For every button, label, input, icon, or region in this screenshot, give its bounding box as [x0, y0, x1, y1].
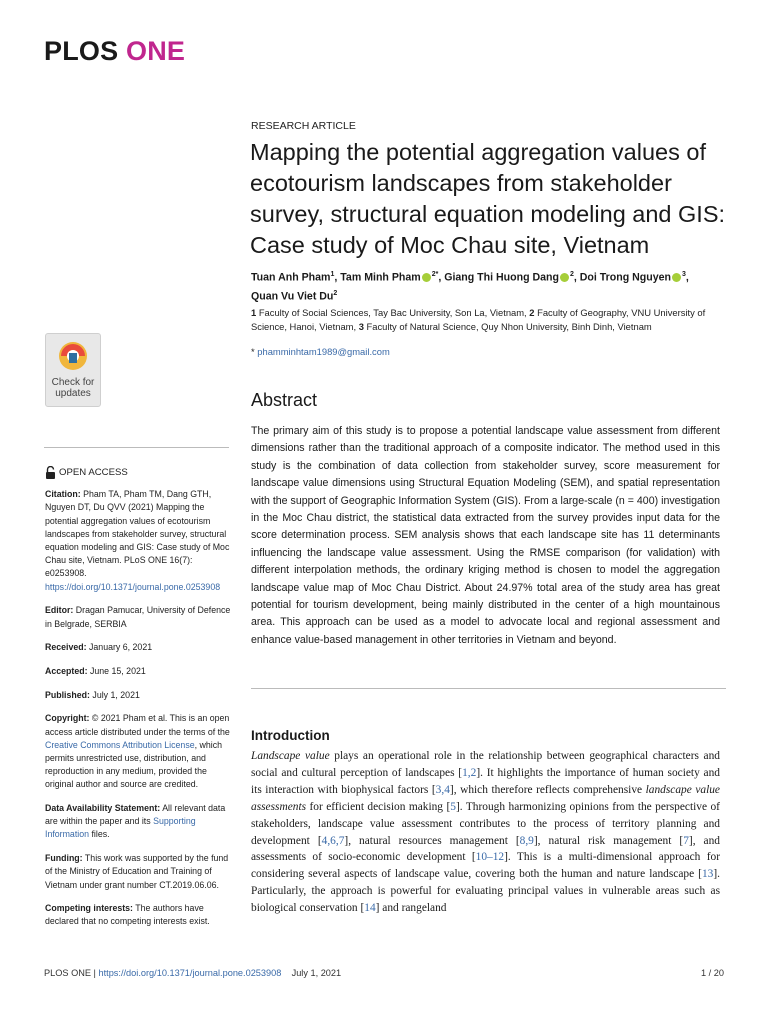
author-name: Giang Thi Huong Dang	[444, 271, 559, 284]
accepted-date: Accepted: June 15, 2021	[45, 665, 146, 676]
author-affil: 2	[333, 289, 338, 297]
author-affil: 2*	[431, 271, 439, 278]
logo-one: ONE	[126, 36, 186, 66]
reference-link[interactable]: 10–12	[475, 851, 505, 864]
corresponding-email-link[interactable]: phamminhtam1989@gmail.com	[257, 346, 390, 357]
published-date: Published: July 1, 2021	[45, 689, 140, 700]
footer-journal: PLOS ONE |	[44, 968, 96, 978]
footer-date: July 1, 2021	[291, 968, 342, 978]
page-number: 1 / 20	[701, 968, 724, 978]
affil-text: Faculty of Geography, VNU University of Science, Hanoi, Vietnam,	[251, 307, 706, 332]
author-list: Tuan Anh Pham$^1$, Tam Minh Pham $^{2*}$, Giang Thi Huong Dang $^2$, Doi Trong Nguyen $^3$, Quan Vu Viet Du$^2$	[251, 271, 689, 303]
reference-link[interactable]: 1,2	[462, 766, 477, 779]
reference-link[interactable]: 3,4	[435, 783, 450, 796]
data-availability: Data Availability Statement: All relevant data are within the paper and its Supporting Information files.	[45, 803, 226, 840]
reference-link[interactable]: 13	[701, 868, 714, 881]
citation-doi-link[interactable]: https://doi.org/10.1371/journal.pone.0253908	[45, 581, 221, 592]
abstract-divider	[251, 688, 726, 689]
affil-number: 2	[529, 307, 535, 318]
reference-link[interactable]: 7	[683, 834, 689, 847]
affil-number: 1	[251, 307, 257, 318]
author-affil: 1	[330, 271, 335, 278]
reference-link[interactable]: 14	[364, 902, 376, 915]
affil-number: 3	[358, 321, 364, 332]
affil-text: Faculty of Social Sciences, Tay Bac University, Son La, Vietnam,	[258, 307, 527, 318]
logo-plos: PLOS	[44, 36, 119, 66]
competing-interests: Competing interests: The authors have declared that no competing interests exist.	[45, 903, 210, 927]
supporting-info-link[interactable]: Supporting Information	[45, 816, 196, 840]
funding: Funding: This work was supported by the fund of the Ministry of Education and Training of Vietnam under grant number CT.2019.06.06.	[45, 853, 229, 890]
journal-logo	[44, 36, 185, 67]
article-type: RESEARCH ARTICLE	[251, 120, 356, 132]
orcid-icon[interactable]	[672, 273, 681, 282]
author-name: Tam Minh Pham	[340, 271, 421, 284]
article-title: Mapping the potential aggregation values of ecotourism landscapes from stakeholder survey, structural equation modeling and GIS: Case study of Moc Chau site, Vietnam	[250, 139, 726, 258]
received-date: Received: January 6, 2021	[45, 642, 153, 653]
license-link[interactable]: Creative Commons Attribution License	[45, 739, 195, 750]
affiliations	[251, 306, 731, 334]
check-updates-label: Check for updates	[51, 377, 95, 399]
abstract-heading: Abstract	[251, 390, 318, 410]
footer-doi-link[interactable]: https://doi.org/10.1371/journal.pone.0253908	[98, 968, 282, 978]
author-name: Doi Trong Nguyen	[579, 271, 672, 284]
author-affil: 2	[569, 271, 574, 278]
check-for-updates-badge[interactable]	[45, 333, 101, 407]
page-footer	[44, 968, 724, 978]
orcid-icon[interactable]	[560, 273, 569, 282]
editor: Editor: Dragan Pamucar, University of Defence in Belgrade, SERBIA	[45, 605, 231, 629]
author-affil: 3	[682, 271, 686, 278]
introduction-text: Landscape value plays an operational role in the relationship between geographical characters and social and cultural perception of landscapes [1,2]. It highlights the importance of human society and its interaction with biophysical factors [3,4], which therefore reflects comprehensive landscape value assessments for efficient decision making [5]. Through harmonizing opinions from the perspective of stakeholders, landscape value assessment contributes to the process of territory planning and development [4,6,7], natural resources management [8,9], natural risk management [7], and assessments of socio-economic development [10–12]. This is a multi-dimensional approach for considering several aspects of landscape value, covering both the human and nature landscape [13]. Particularly, the approach is powerful for evaluating principal values in vulnerable areas such as biological conservation [14] and rangeland	[251, 750, 720, 915]
sidebar-divider	[44, 447, 229, 448]
check-updates-icon	[58, 341, 88, 371]
author-name: Tuan Anh Pham	[251, 271, 331, 284]
reference-link[interactable]: 8,9	[519, 834, 534, 847]
orcid-icon[interactable]	[422, 273, 431, 282]
reference-link[interactable]: 5	[450, 800, 456, 813]
open-lock-icon	[45, 466, 56, 479]
affil-text: Faculty of Natural Science, Quy Nhon University, Binh Dinh, Vietnam	[366, 321, 652, 332]
introduction-heading: Introduction	[251, 728, 330, 743]
corresponding-author: * phamminhtam1989@gmail.com	[251, 346, 390, 357]
abstract-text: The primary aim of this study is to propose a potential landscape value assessment from different dimensions rather than the traditional approach of a composite indicator. The method used in this study is the combination of data collection from stakeholder survey, score measurement for landscape value dimensions using Structural Equation Modeling (SEM), and spatial representation with the support of Geographic Information System (GIS). From a large-scale (n = 400) investigation in the Moc Chau district, the statistical data extracted from the survey provides input data for the score determination process. SEM analysis shows that each landscape site has 11 determinants influencing the landscape value assessment. Using the RMSE comparison (for validation) with different interpolation methods, the ordinary kriging method is chosen to model the aggregation landscape value map of Moc Chau District. About 24.97% total area of the study area has great potential for tourism development, being mainly distributed in the center of a high mountainous area. This approach can be used as a model to advocate local and regional assessment and enhance value-based management in other territories in Vietnam and beyond.	[251, 425, 720, 646]
open-access-label: OPEN ACCESS	[45, 466, 235, 479]
copyright: Copyright: © 2021 Pham et al. This is an open access article distributed under the terms of the Creative Commons Attribution License, which permits unrestricted use, distribution, and reproduction in any medium, provided the original author and source are credited.	[45, 713, 230, 790]
article-info-sidebar	[45, 466, 235, 939]
citation: Citation: Pham TA, Pham TM, Dang GTH, Nguyen DT, Du QVV (2021) Mapping the potential aggregation values of ecotourism landscapes from stakeholder survey, structural equation modeling and GIS: Case study of Moc Chau site, Vietnam. PLoS ONE 16(7): e0253908. https://doi.org/10.1371/journal.pone.0253908	[45, 489, 230, 592]
author-name: Quan Vu Viet Du	[251, 290, 334, 303]
reference-link[interactable]: 4,6,7	[321, 834, 345, 847]
